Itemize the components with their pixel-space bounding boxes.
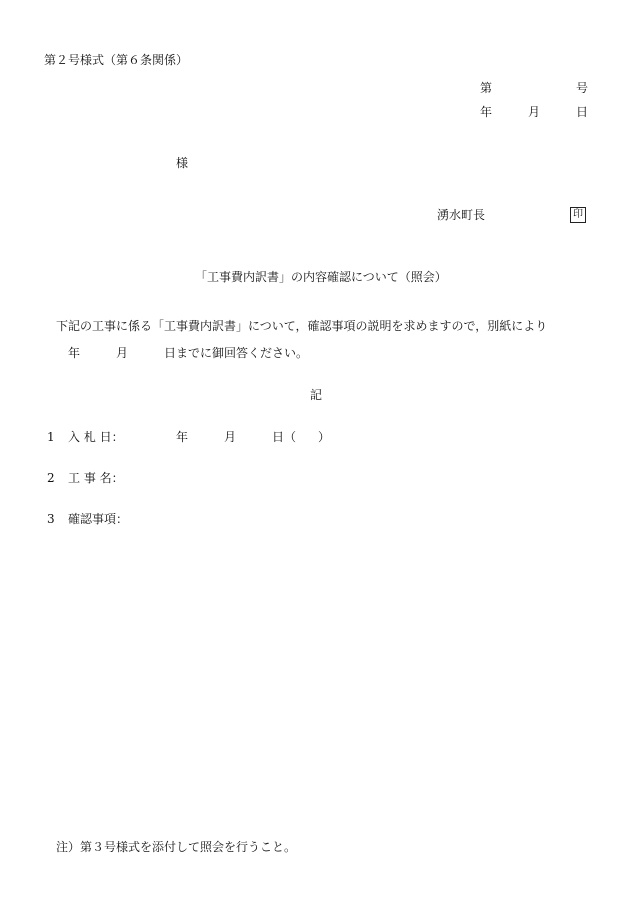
document-title: 「工事費内訳書」の内容確認について（照会） <box>195 270 447 284</box>
sender-name: 湧水町長 <box>437 208 486 222</box>
item-1-number: 1 <box>47 430 55 444</box>
item-2-label: 工 事 名： <box>68 471 124 485</box>
item-1-year: 年 <box>176 430 189 444</box>
form-header: 第２号様式（第６条関係） <box>44 53 189 67</box>
doc-number-prefix: 第 <box>480 81 493 95</box>
body-line-2-month: 月 <box>116 346 129 360</box>
item-1-close: ） <box>318 430 331 444</box>
body-line-2-year: 年 <box>68 346 81 360</box>
date-day: 日 <box>576 105 589 119</box>
item-3-label: 確認事項： <box>68 512 129 526</box>
addressee-honorific: 様 <box>176 156 189 170</box>
ki-heading: 記 <box>310 388 323 402</box>
item-3-number: 3 <box>47 512 55 526</box>
body-line-1: 下記の工事に係る「工事費内訳書」について，確認事項の説明を求めますので，別紙により <box>56 319 548 333</box>
item-2-number: 2 <box>47 471 55 485</box>
date-month: 月 <box>528 105 541 119</box>
seal-mark: 印 <box>570 207 586 223</box>
body-line-2-rest: 日までに御回答ください。 <box>164 346 309 360</box>
item-1-label: 入 札 日： <box>68 430 124 444</box>
item-1-day: 日（ <box>272 430 297 444</box>
footnote: 注）第３号様式を添付して照会を行うこと。 <box>56 840 297 854</box>
item-1-month: 月 <box>224 430 237 444</box>
date-year: 年 <box>480 105 493 119</box>
doc-number-suffix: 号 <box>576 81 589 95</box>
